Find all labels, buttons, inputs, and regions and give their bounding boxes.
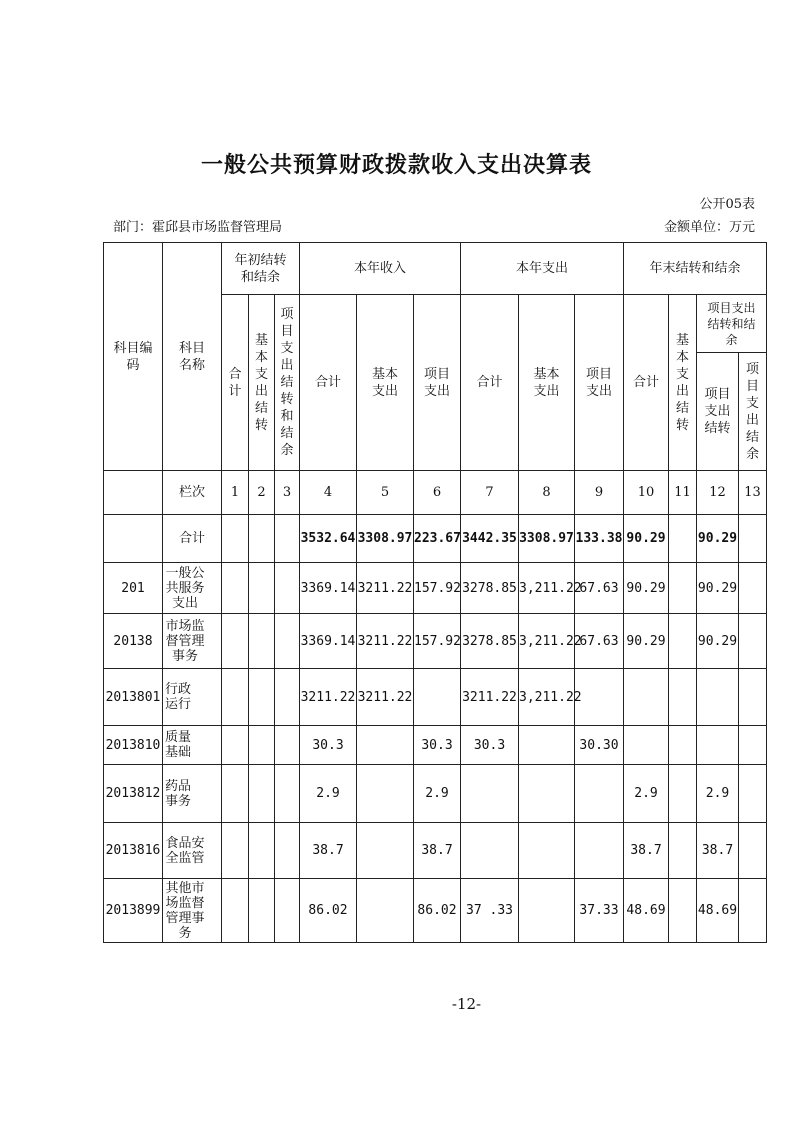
- header-expense-total: 合计: [461, 295, 519, 471]
- header-begin-project: 项目支出结转和结余: [275, 295, 300, 471]
- budget-table: [103, 242, 767, 943]
- header-income-group: 本年收入: [300, 243, 461, 295]
- table-row: 2013801 行政运行 3211.22 3211.22 3211.22 3,211.22: [104, 669, 767, 726]
- header-code: 科目编码: [104, 243, 163, 471]
- header-end-project-carry: 项目支出结转: [697, 353, 739, 471]
- header-expense-group: 本年支出: [461, 243, 624, 295]
- header-end-total: 合计: [624, 295, 669, 471]
- table-row: 201 一般公共服务支出 3369.14 3211.22 157.92 3278.85 3,211.22 67.63 90.29 90.29: [104, 563, 767, 614]
- total-label: 合计: [163, 515, 222, 563]
- form-number: 公开05表: [699, 197, 755, 212]
- page-number: -12-: [451, 995, 482, 1013]
- header-begin-group: 年初结转和结余: [222, 243, 300, 295]
- header-expense-project: 项目支出: [575, 295, 624, 471]
- table-row: 2013816 食品安全监管 38.7 38.7 38.7 38.7: [104, 823, 767, 879]
- header-income-total: 合计: [300, 295, 357, 471]
- header-end-basic: 基本支出结转: [669, 295, 697, 471]
- unit-label: 金额单位：万元: [663, 220, 755, 235]
- table-row: 20138 市场监督管理事务 3369.14 3211.22 157.92 3278.85 3,211.22 67.63 90.29 90.29: [104, 614, 767, 669]
- header-end-project-balance: 项目支出结余: [739, 353, 767, 471]
- header-end-project-group: 项目支出结转和结余: [697, 295, 767, 353]
- header-name: 科目名称: [163, 243, 222, 471]
- department-label: 部门：霍邱县市场监督管理局: [113, 220, 283, 235]
- column-number-row: 栏次 1 2 3 4 5 6 7 8 9 10 11 12 13: [104, 471, 767, 515]
- header-begin-total: 合计: [222, 295, 249, 471]
- header-income-project: 项目支出: [414, 295, 461, 471]
- page-title: 一般公共预算财政拨款收入支出决算表: [200, 152, 592, 178]
- header-begin-basic: 基本支出结转: [249, 295, 275, 471]
- table-row: 2013812 药品事务 2.9 2.9 2.9 2.9: [104, 765, 767, 823]
- table-row: 2013810 质量基础 30.3 30.3 30.3 30.30: [104, 726, 767, 765]
- header-expense-basic: 基本支出: [519, 295, 575, 471]
- table-row: 2013899 其他市场监督管理事务 86.02 86.02 37 .33 37.33 48.69 48.69: [104, 879, 767, 943]
- header-end-group: 年末结转和结余: [624, 243, 767, 295]
- header-income-basic: 基本支出: [357, 295, 414, 471]
- column-label: 栏次: [163, 471, 222, 515]
- total-row: 合计 3532.64 3308.97 223.67 3442.35 3308.97 133.38 90.29 90.29: [104, 515, 767, 563]
